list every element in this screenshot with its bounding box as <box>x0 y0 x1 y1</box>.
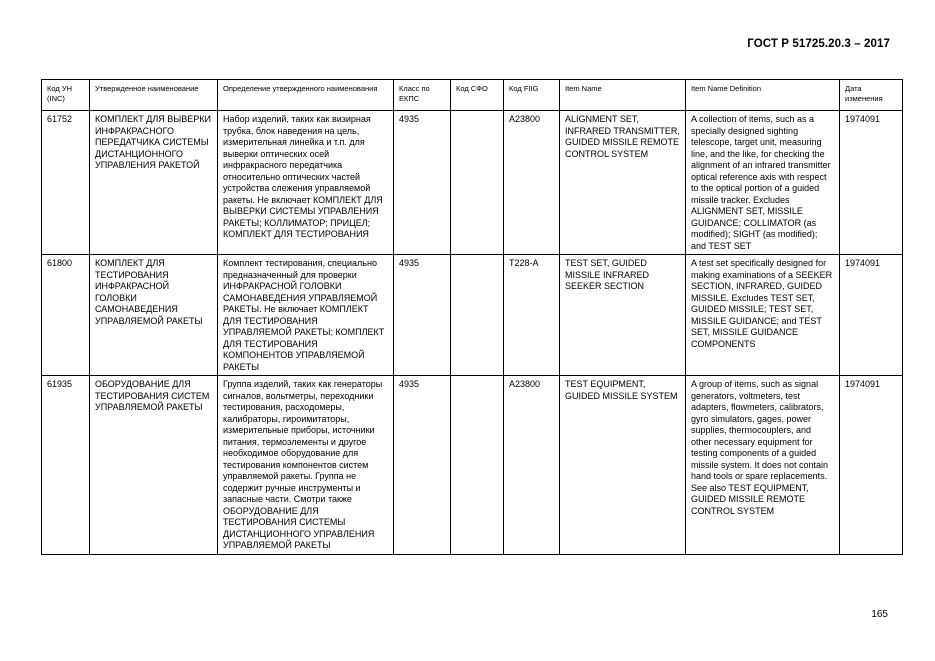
document-standard-header: ГОСТ Р 51725.20.3 – 2017 <box>747 38 890 50</box>
cell-date-changed: 1974091 <box>840 111 903 255</box>
cell-item-name: TEST EQUIPMENT, GUIDED MISSILE SYSTEM <box>560 376 686 555</box>
cell-definition-ru: Комплект тестирования, специально предназначенный для проверки ИНФРАКРАСНОЙ ГОЛОВКИ САМОНАВЕДЕНИЯ УПРАВЛЯЕМОЙ РАКЕТЫ. Не включает КОМПЛЕКТ ДЛЯ ТЕСТИРОВАНИЯ УПРАВЛЯЕМОЙ РАКЕТЫ; КОМПЛЕКТ ДЛЯ ТЕСТИРОВАНИЯ КОМПОНЕНТОВ УПРАВЛЯЕМОЙ РАКЕТЫ <box>218 255 394 376</box>
table-header-row <box>42 80 903 111</box>
cell-item-name-definition: A collection of items, such as a specially designed sighting telescope, target unit, measuring line, and the like, for checking the alignment of an infrared transmitter optical reference axis with respect to the optical portion of a guided missile tracker. Excludes ALIGNMENT SET, MISSILE GUIDANCE; COLLIMATOR (as modified); SIGHT (as modified); and TEST SET <box>686 111 840 255</box>
cell-date-changed: 1974091 <box>840 376 903 555</box>
table-row <box>42 376 903 555</box>
header-code-fiig: Код FIIG <box>504 80 560 111</box>
cell-class-ekps: 4935 <box>394 255 451 376</box>
header-code-sfo: Код СФО <box>451 80 504 111</box>
cell-inc: 61752 <box>42 111 90 255</box>
table-row <box>42 111 903 255</box>
header-definition-ru: Определение утвержденного наименования <box>218 80 394 111</box>
cell-code-fiig: A23800 <box>504 376 560 555</box>
cell-definition-ru: Группа изделий, таких как генераторы сигналов, вольтметры, переходники тестирования, расходомеры, калибраторы, гироимитаторы, измерительные приборы, источники питания, термоэлементы и другое необходимое оборудование для тестирования компонентов систем управляемой ракеты. Группа не содержит ручные инструменты и запасные части. Смотри также ОБОРУДОВАНИЕ ДЛЯ ТЕСТИРОВАНИЯ СИСТЕМЫ ДИСТАНЦИОННОГО УПРАВЛЕНИЯ УПРАВЛЯЕМОЙ РАКЕТЫ <box>218 376 394 555</box>
cell-class-ekps: 4935 <box>394 376 451 555</box>
nomenclature-table <box>41 79 903 555</box>
cell-code-sfo <box>451 111 504 255</box>
cell-code-sfo <box>451 255 504 376</box>
cell-inc: 61935 <box>42 376 90 555</box>
header-item-name: Item Name <box>560 80 686 111</box>
header-item-name-definition: Item Name Definition <box>686 80 840 111</box>
cell-code-sfo <box>451 376 504 555</box>
cell-item-name-definition: A test set specifically designed for making examinations of a SEEKER SECTION, INFRARED, GUIDED MISSILE. Excludes TEST SET, GUIDED MISSILE; TEST SET, MISSILE GUIDANCE; and TEST SET, MISSILE GUIDANCE COMPONENTS <box>686 255 840 376</box>
cell-class-ekps: 4935 <box>394 111 451 255</box>
cell-approved-name: КОМПЛЕКТ ДЛЯ ТЕСТИРОВАНИЯ ИНФРАКРАСНОЙ ГОЛОВКИ САМОНАВЕДЕНИЯ УПРАВЛЯЕМОЙ РАКЕТЫ <box>90 255 218 376</box>
header-class-ekps: Класс по ЕКПС <box>394 80 451 111</box>
cell-code-fiig: T228-A <box>504 255 560 376</box>
cell-approved-name: КОМПЛЕКТ ДЛЯ ВЫВЕРКИ ИНФРАКРАСНОГО ПЕРЕДАТЧИКА СИСТЕМЫ ДИСТАНЦИОННОГО УПРАВЛЕНИЯ РАКЕТОЙ <box>90 111 218 255</box>
cell-item-name: TEST SET, GUIDED MISSILE INFRARED SEEKER SECTION <box>560 255 686 376</box>
cell-definition-ru: Набор изделий, таких как визирная трубка, блок наведения на цель, измерительная линейка и т.п. для выверки оптических осей инфракрасного передатчика относительно оптических частей устройства слежения управляемой ракеты. Не включает КОМПЛЕКТ ДЛЯ ВЫВЕРКИ СИСТЕМЫ УПРАВЛЕНИЯ РАКЕТЫ; КОЛЛИМАТОР; ПРИЦЕЛ; КОМПЛЕКТ ДЛЯ ТЕСТИРОВАНИЯ <box>218 111 394 255</box>
cell-date-changed: 1974091 <box>840 255 903 376</box>
header-date-changed: Дата изменения <box>840 80 903 111</box>
cell-item-name-definition: A group of items, such as signal generators, voltmeters, test adapters, flowmeters, calibrators, gyro simulators, gages, power supplies, thermocouplers, and other necessary equipment for testing components of a guided missile system. It does not contain hand tools or spare replacements. See also TEST EQUIPMENT, GUIDED MISSILE REMOTE CONTROL SYSTEM <box>686 376 840 555</box>
table-row <box>42 255 903 376</box>
header-inc: Код УН (INC) <box>42 80 90 111</box>
cell-code-fiig: A23800 <box>504 111 560 255</box>
cell-approved-name: ОБОРУДОВАНИЕ ДЛЯ ТЕСТИРОВАНИЯ СИСТЕМ УПРАВЛЯЕМОЙ РАКЕТЫ <box>90 376 218 555</box>
cell-inc: 61800 <box>42 255 90 376</box>
header-approved-name: Утвержденное наименование <box>90 80 218 111</box>
cell-item-name: ALIGNMENT SET, INFRARED TRANSMITTER, GUIDED MISSILE REMOTE CONTROL SYSTEM <box>560 111 686 255</box>
page-number: 165 <box>871 609 888 620</box>
